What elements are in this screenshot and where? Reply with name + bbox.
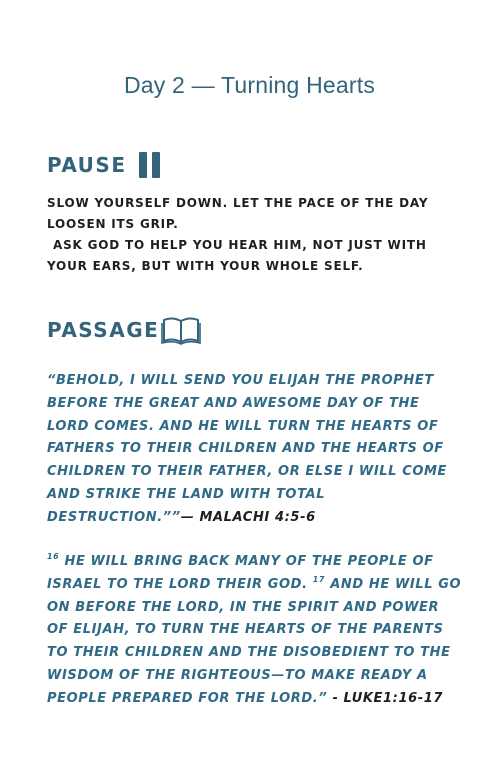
passage-line xyxy=(47,551,467,574)
verse-number: 17 xyxy=(312,574,326,584)
passage-line: CHILDREN TO THEIR FATHER, OR ELSE I WILL COME xyxy=(47,464,448,480)
passage-line xyxy=(47,507,467,530)
pause-line: LOOSEN ITS GRIP. xyxy=(47,217,179,231)
passage-line: OF ELIJAH, TO TURN THE HEARTS OF THE PARENTS xyxy=(47,622,444,638)
passage-text: DESTRUCTION.”” xyxy=(47,509,181,525)
passage-block-luke xyxy=(47,551,467,711)
passage-heading-label: PASSAGE xyxy=(47,318,160,342)
passage-block-malachi xyxy=(47,370,467,530)
passage-line: “BEHOLD, I WILL SEND YOU ELIJAH THE PROPHET xyxy=(47,373,434,388)
pause-line: SLOW YOURSELF DOWN. LET THE PACE OF THE DAY xyxy=(47,196,429,210)
passage-line: ON BEFORE THE LORD, IN THE SPIRIT AND POWER xyxy=(47,599,440,615)
passage-text: ISRAEL TO THE LORD THEIR GOD. xyxy=(47,576,313,592)
book-icon xyxy=(161,315,201,345)
passage-heading xyxy=(47,314,201,346)
passage-text: AND HE WILL GO xyxy=(325,576,462,592)
passage-text: HE WILL BRING BACK MANY OF THE PEOPLE OF xyxy=(59,554,434,569)
passage-line: AND STRIKE THE LAND WITH TOTAL xyxy=(47,486,326,502)
verse-number: 16 xyxy=(47,552,60,561)
passage-line xyxy=(47,574,467,597)
pause-line: YOUR EARS, BUT WITH YOUR WHOLE SELF. xyxy=(47,259,364,273)
pause-heading xyxy=(47,150,160,180)
passage-line: WISDOM OF THE RIGHTEOUS—TO MAKE READY A xyxy=(47,667,428,683)
page-title: Day 2 — Turning Hearts xyxy=(123,72,376,98)
passage-line: FATHERS TO THEIR CHILDREN AND THE HEARTS OF xyxy=(47,441,444,457)
pause-heading-label: PAUSE xyxy=(47,153,127,177)
scripture-reference: — MALACHI 4:5-6 xyxy=(180,509,316,525)
scripture-reference: - LUKE1:16-17 xyxy=(332,690,444,706)
pause-icon xyxy=(139,152,160,178)
passage-line xyxy=(47,688,467,711)
pause-line: ASK GOD TO HELP YOU HEAR HIM, NOT JUST WITH xyxy=(53,238,427,252)
passage-line: LORD COMES. AND HE WILL TURN THE HEARTS OF xyxy=(47,418,439,434)
passage-text: PEOPLE PREPARED FOR THE LORD.” xyxy=(47,690,333,706)
pause-text xyxy=(47,193,467,277)
passage-line: BEFORE THE GREAT AND AWESOME DAY OF THE xyxy=(47,395,420,411)
passage-line: TO THEIR CHILDREN AND THE DISOBEDIENT TO THE xyxy=(47,645,451,661)
